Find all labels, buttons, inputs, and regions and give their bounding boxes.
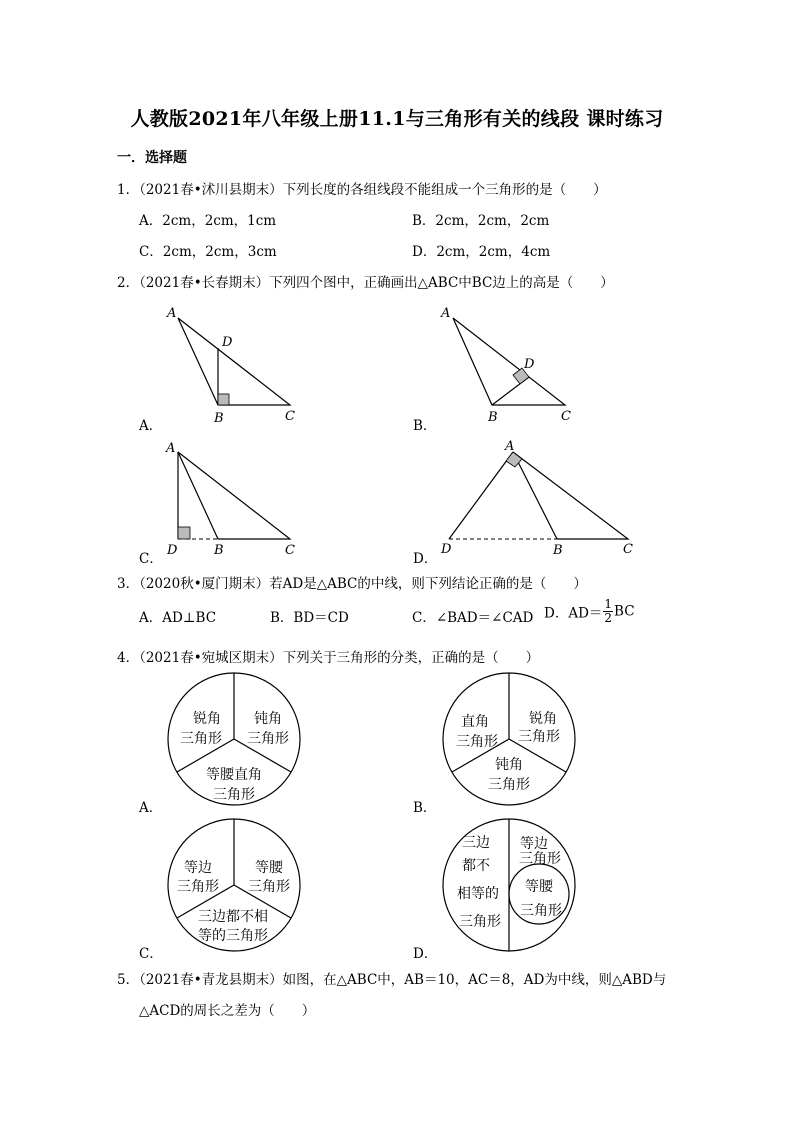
q2b-point-A: A [441, 306, 451, 321]
q3-d-fraction [603, 598, 613, 625]
q4a-bottom-2: 三角形 [213, 787, 255, 803]
q2-option-b-label[interactable]: B． [413, 418, 437, 434]
q4d-left-4: 三角形 [459, 914, 501, 930]
q4-option-c-label[interactable]: C． [139, 946, 163, 962]
q3-d-prefix: D．AD＝ [544, 605, 603, 622]
q4d-right-1: 等边 [520, 836, 548, 852]
q2-option-d-label[interactable]: D． [413, 551, 438, 567]
q2b-point-B: B [488, 410, 498, 425]
q4c-left-1: 等边 [184, 860, 212, 876]
q3-d-suffix: BC [614, 603, 635, 620]
q2a-point-D: D [222, 335, 233, 350]
q1-option-c[interactable]: C．2cm，2cm，3cm [139, 244, 277, 260]
q1-option-a[interactable]: A．2cm，2cm，1cm [139, 213, 277, 229]
q2c-point-C: C [285, 543, 295, 558]
q4d-left-1: 三边 [462, 835, 490, 851]
q4c-bottom-1: 三边都不相 [198, 909, 268, 925]
q2a-point-A: A [167, 306, 177, 321]
q4-figure-c[interactable] [164, 818, 304, 958]
q2a-point-C: C [285, 409, 295, 424]
q2d-point-B: B [553, 543, 563, 558]
q4d-left-2: 都不 [462, 858, 490, 874]
q2c-point-B: B [214, 543, 224, 558]
q4-option-b-label[interactable]: B． [413, 800, 437, 816]
q4a-left-1: 锐角 [193, 711, 221, 727]
q2b-point-D: D [524, 357, 535, 372]
q4d-left-3: 相等的 [457, 886, 499, 902]
q4-option-a-label[interactable]: A． [139, 800, 163, 816]
q4b-right-1: 锐角 [529, 711, 557, 727]
q2d-point-D: D [441, 542, 452, 557]
section-heading: 一．选择题 [117, 150, 187, 166]
q4b-right-2: 三角形 [518, 729, 560, 745]
q2c-point-D: D [167, 543, 178, 558]
q4-figure-b[interactable] [439, 672, 579, 812]
q4c-right-1: 等腰 [255, 860, 283, 876]
q4b-left-1: 直角 [461, 714, 489, 730]
q3-d-numerator: 1 [604, 597, 613, 611]
q2b-point-C: C [561, 409, 571, 424]
q4-stem: 4．（2021春•宛城区期末）下列关于三角形的分类，正确的是（ ） [117, 650, 540, 666]
q2-figure-a[interactable] [160, 300, 310, 430]
q5-stem-line2: △ACD的周长之差为（ ） [139, 1003, 316, 1019]
q4b-left-2: 三角形 [456, 734, 498, 750]
q4-option-d-label[interactable]: D． [413, 946, 438, 962]
q2c-point-A: A [166, 441, 176, 456]
q4d-inner-2: 三角形 [520, 903, 562, 919]
q3-stem: 3．（2020秋•厦门期末）若AD是△ABC的中线，则下列结论正确的是（ ） [117, 576, 587, 592]
q3-option-b[interactable]: B．BD＝CD [270, 610, 349, 626]
q4b-bottom-2: 三角形 [488, 777, 530, 793]
page-title: 人教版2021年八年级上册11.1与三角形有关的线段 课时练习 [130, 108, 664, 130]
q2d-point-C: C [623, 542, 633, 557]
q3-option-d[interactable] [544, 598, 635, 625]
q1-option-b[interactable]: B．2cm，2cm，2cm [412, 213, 550, 229]
q4a-left-2: 三角形 [180, 731, 222, 747]
q3-d-denominator: 2 [604, 611, 613, 625]
q4a-right-1: 钝角 [254, 711, 282, 727]
q2-figure-d[interactable] [435, 436, 635, 561]
q4-figure-d[interactable] [439, 818, 579, 958]
q4c-right-2: 三角形 [248, 879, 290, 895]
q4a-right-2: 三角形 [247, 731, 289, 747]
q1-stem: 1．（2021春•沭川县期末）下列长度的各组线段不能组成一个三角形的是（ ） [117, 182, 607, 198]
q2-option-a-label[interactable]: A． [139, 418, 163, 434]
q1-option-d[interactable]: D．2cm，2cm，4cm [412, 244, 551, 260]
q3-option-a[interactable]: A．AD⊥BC [139, 610, 217, 626]
q2a-point-B: B [214, 411, 224, 426]
q4a-bottom-1: 等腰直角 [206, 767, 262, 783]
q4d-right-2: 三角形 [519, 851, 561, 867]
q4c-bottom-2: 等的三角形 [198, 928, 268, 944]
q2-figure-b[interactable] [435, 300, 585, 430]
q3-option-c[interactable]: C．∠BAD＝∠CAD [412, 610, 534, 626]
q4b-bottom-1: 钝角 [495, 757, 523, 773]
q4d-inner-1: 等腰 [525, 879, 553, 895]
q5-stem-line1: 5．（2021春•青龙县期末）如图，在△ABC中，AB＝10，AC＝8，AD为中线，则△ABD与 [117, 972, 667, 988]
q2-option-c-label[interactable]: C． [139, 551, 163, 567]
q4c-left-2: 三角形 [177, 879, 219, 895]
q2-figure-c[interactable] [160, 436, 310, 561]
q2d-point-A: A [505, 439, 515, 454]
q2-stem: 2．（2021春•长春期末）下列四个图中，正确画出△ABC中BC边上的高是（ ） [117, 275, 614, 291]
q4-figure-a[interactable] [164, 672, 304, 812]
